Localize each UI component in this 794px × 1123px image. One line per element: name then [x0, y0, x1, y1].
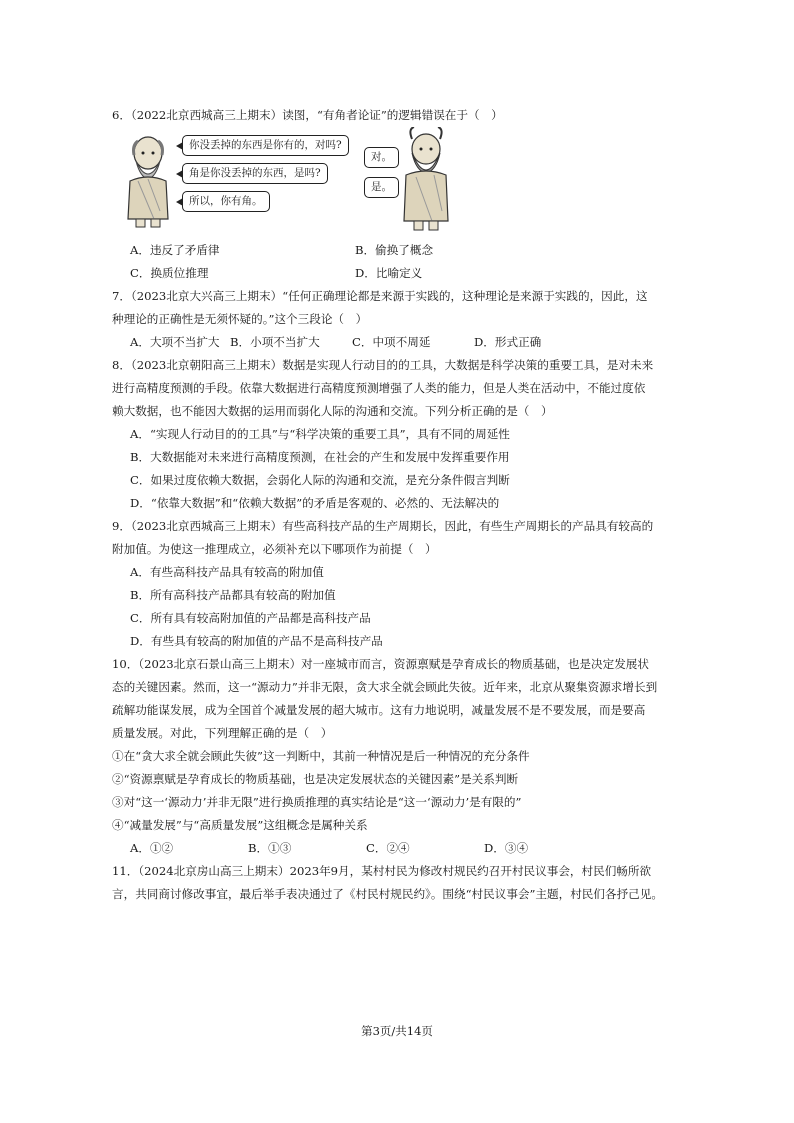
option-a: A．①②	[130, 841, 174, 855]
question-stem-line: 进行高精度预测的手段。依靠大数据进行高精度预测增强了人类的能力，但是人类在活动中，不能过度依	[112, 381, 646, 395]
bubble-text: 对。	[371, 151, 392, 163]
speech-bubble-left-2	[182, 163, 328, 184]
options-row	[112, 837, 692, 860]
question-stem-line: 种理论的正确性是无须怀疑的。”这个三段论（ ）	[112, 312, 368, 326]
question-10	[112, 653, 692, 860]
option-c: C．如果过度依赖大数据，会弱化人际的沟通和交流，是充分条件假言判断	[130, 473, 510, 487]
speech-bubble-left-1	[182, 135, 349, 156]
question-6	[112, 104, 692, 285]
speech-bubble-left-3	[182, 191, 270, 212]
bubble-text: 角是你没丢掉的东西，是吗?	[189, 167, 321, 179]
option-a: A．有些高科技产品具有较高的附加值	[130, 565, 324, 579]
bubble-text: 是。	[371, 181, 392, 193]
question-stem-line: 9．（2023北京西城高三上期末）有些高科技产品的生产周期长，因此，有些生产周期长的产品具有较高的	[112, 519, 654, 533]
option-d: D．有些具有较高的附加值的产品不是高科技产品	[130, 634, 383, 648]
statement-item: ②“资源禀赋是孕育成长的物质基础，也是决定发展状态的关键因素”是关系判断	[112, 772, 519, 786]
option-a: A．“实现人行动目的的工具”与“科学决策的重要工具”，具有不同的周延性	[130, 427, 510, 441]
statement-item: ①在“贪大求全就会顾此失彼”这一判断中，其前一种情况是后一种情况的充分条件	[112, 749, 530, 763]
bald-man-illustration	[118, 131, 178, 231]
question-stem: 6．（2022北京西城高三上期末）读图，“有角者论证”的逻辑错误在于（ ）	[112, 108, 503, 122]
option-b: B．偷换了概念	[355, 243, 434, 257]
option-b: B．所有高科技产品都具有较高的附加值	[130, 588, 336, 602]
question-stem-line: 7．（2023北京大兴高三上期末）“任何正确理论都是来源于实践的，这种理论是来源于实践的，因此，这	[112, 289, 648, 303]
bubble-tail	[176, 170, 183, 178]
option-d: D．③④	[484, 841, 529, 855]
page-number: 第3页/共14页	[361, 1024, 433, 1038]
option-c: C．②④	[366, 841, 410, 855]
question-stem-line: 11．（2024北京房山高三上期末）2023年9月，某村村民为修改村规民约召开村民议事会，村民们畅所欲	[112, 864, 652, 878]
options-row	[112, 331, 692, 354]
question-stem-line: 质量发展。对此，下列理解正确的是（ ）	[112, 726, 333, 740]
option-d: D．“依靠大数据”和“依赖大数据”的矛盾是客观的、必然的、无法解决的	[130, 496, 500, 510]
options-row	[112, 262, 692, 285]
option-a: A．违反了矛盾律	[130, 243, 220, 257]
question-11	[112, 860, 692, 906]
bubble-text: 你没丢掉的东西是你有的，对吗?	[189, 139, 342, 151]
option-b: B．小项不当扩大	[230, 335, 320, 349]
bubble-text: 所以，你有角。	[189, 195, 263, 207]
option-c: C．换质位推理	[130, 266, 209, 280]
question-stem-line: 赖大数据，也不能因大数据的运用而弱化人际的沟通和交流。下列分析正确的是（ ）	[112, 404, 553, 418]
option-d: D．形式正确	[474, 335, 542, 349]
question-stem-line: 言，共同商讨修改事宜，最后举手表决通过了《村民村规民约》。围绕“村民议事会”主题，村民们各抒己见。	[112, 887, 663, 901]
question-7	[112, 285, 692, 354]
question-9	[112, 515, 692, 653]
option-b: B．①③	[248, 841, 292, 855]
option-c: C．所有具有较高附加值的产品都是高科技产品	[130, 611, 371, 625]
cartoon-figure	[112, 133, 692, 233]
page-content	[112, 104, 692, 906]
option-c: C．中项不周延	[352, 335, 431, 349]
statement-item: ③对“这一‘源动力’并非无限”进行换质推理的真实结论是“这一‘源动力’是有限的”	[112, 795, 522, 809]
bubble-tail	[176, 142, 183, 150]
question-stem-line: 疏解功能谋发展，成为全国首个减量发展的超大城市。这有力地说明，减量发展不是不要发展，而是要高	[112, 703, 646, 717]
option-b: B．大数据能对未来进行高精度预测，在社会的产生和发展中发挥重要作用	[130, 450, 510, 464]
option-d: D．比喻定义	[355, 266, 423, 280]
question-8	[112, 354, 692, 515]
question-stem-line: 附加值。为使这一推理成立，必须补充以下哪项作为前提（ ）	[112, 542, 437, 556]
statement-item: ④“减量发展”与“高质量发展”这组概念是属种关系	[112, 818, 368, 832]
bubble-tail	[176, 198, 183, 206]
horned-man-illustration	[394, 127, 458, 235]
options-row	[112, 239, 692, 262]
question-stem-line: 8．（2023北京朝阳高三上期末）数据是实现人行动目的的工具，大数据是科学决策的重要工具，是对未来	[112, 358, 654, 372]
option-a: A．大项不当扩大	[130, 335, 220, 349]
question-stem-line: 10．（2023北京石景山高三上期末）对一座城市而言，资源禀赋是孕育成长的物质基础，也是决定发展状	[112, 657, 649, 671]
question-stem-line: 态的关键因素。然而，这一“源动力”并非无限，贪大求全就会顾此失彼。近年来，北京从聚集资源求增长到	[112, 680, 658, 694]
